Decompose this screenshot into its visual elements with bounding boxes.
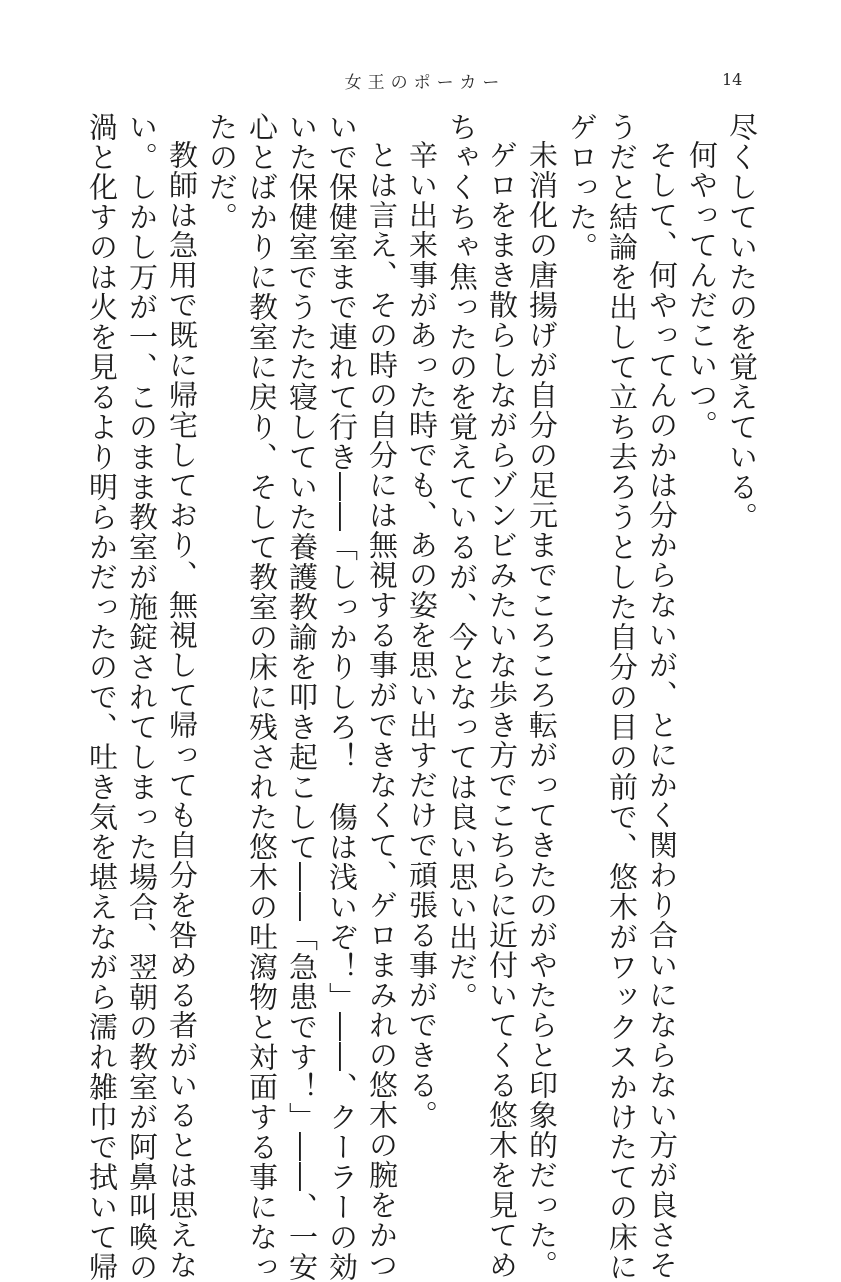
running-title: 女王のポーカー bbox=[344, 73, 506, 93]
text-line: ゲロをまき散らしながらゾンビみたいな歩き方でこちらに近付いてくる悠木を見てめ bbox=[485, 140, 519, 1280]
text-line: そして、何やってんのかは分からないが、とにかく関わり合いにならない方が良さそ bbox=[645, 140, 679, 1280]
text-line: ゲロった。 bbox=[565, 112, 599, 262]
text-line: とは言え、その時の自分には無視する事ができなくて、ゲロまみれの悠木の腕をかつ bbox=[365, 140, 399, 1280]
text-line: いた保健室でうたた寝していた養護教諭を叩き起こして――「急患です！」――、一安 bbox=[285, 112, 319, 1282]
text-line: うだと結論を出して立ち去ろうとした自分の目の前で、悠木がワックスかけたての床に bbox=[605, 112, 639, 1282]
text-line: 教師は急用で既に帰宅しており、無視して帰っても自分を咎める者がいるとは思えな bbox=[165, 140, 199, 1280]
text-line: いで保健室まで連れて行き――「しっかりしろ！ 傷は浅いぞ！」――、クーラーの効 bbox=[325, 112, 359, 1282]
text-line: い。しかし万が一、このまま教室が施錠されてしまった場合、翌朝の教室が阿鼻叫喚の bbox=[125, 112, 159, 1282]
text-line: 渦と化すのは火を見るより明らかだったので、吐き気を堪えながら濡れ雑巾で拭いて帰 bbox=[85, 112, 119, 1282]
vertical-text-body bbox=[77, 112, 759, 1282]
text-line: ちゃくちゃ焦ったのを覚えているが、今となっては良い思い出だ。 bbox=[445, 112, 479, 1012]
text-line: たのだ。 bbox=[205, 112, 239, 232]
text-line: 尽くしていたのを覚えている。 bbox=[725, 112, 759, 532]
text-line: 何やってんだこいつ。 bbox=[685, 140, 719, 440]
page-number: 14 bbox=[722, 70, 743, 89]
text-line: 未消化の唐揚げが自分の足元までころころ転がってきたのがやたらと印象的だった。 bbox=[525, 140, 559, 1280]
text-line: 心とばかりに教室に戻り、そして教室の床に残された悠木の吐瀉物と対面する事になっ bbox=[245, 112, 279, 1282]
text-line: 辛い出来事があった時でも、あの姿を思い出すだけで頑張る事ができる。 bbox=[405, 140, 439, 1130]
